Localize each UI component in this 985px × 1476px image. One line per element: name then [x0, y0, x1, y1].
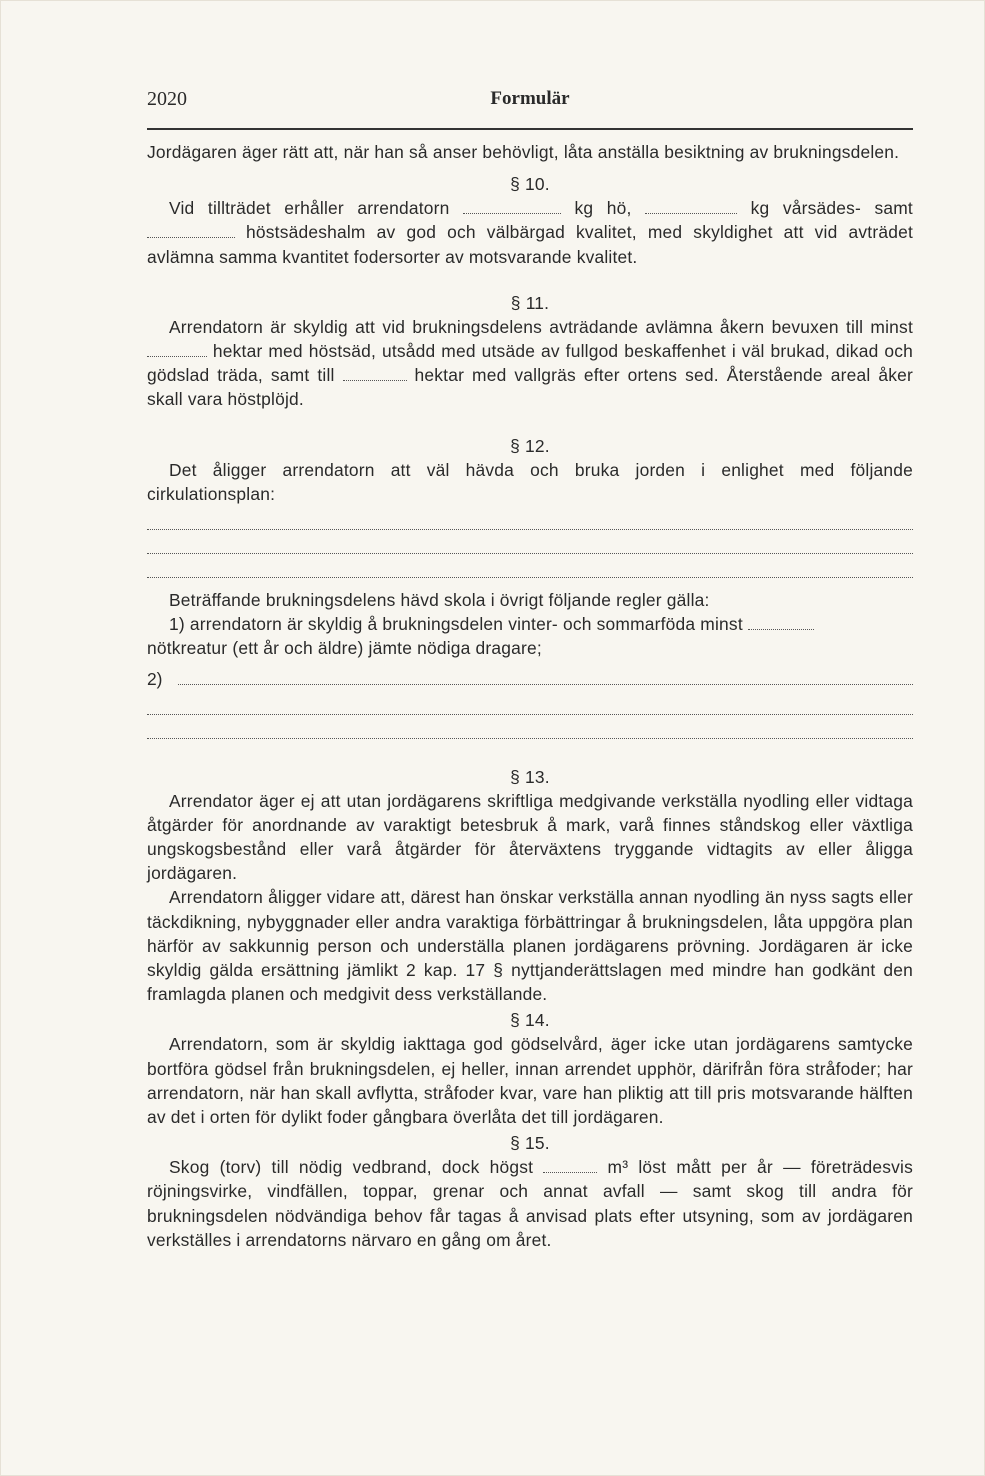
blank-line-rule-2[interactable]: [178, 684, 913, 685]
section-12-heading: § 12.: [510, 435, 550, 456]
blank-field-cubic-meters[interactable]: [543, 1158, 597, 1173]
section-12-rule-1: [147, 612, 913, 636]
s10-text-c: kg vårsädes- samt: [750, 198, 913, 219]
section-15-paragraph: [147, 1155, 913, 1252]
intro-paragraph: Jordägaren äger rätt att, när han så anser behövligt, låta anställa besiktning av brukningsdelen.: [147, 142, 900, 162]
section-10-paragraph: [147, 196, 913, 269]
section-11-paragraph: [147, 315, 913, 412]
blank-field-autumn-straw[interactable]: [147, 223, 235, 238]
s10-text-b: kg hö,: [574, 198, 632, 219]
s11-text-b: hektar med höstsäd, utsådd med utsäde av fullgod beskaffenhet i väl brukad, dikad och gödslad träda, samt till: [147, 341, 913, 386]
s15-text-a: Skog (torv) till nödig vedbrand, dock högst: [169, 1157, 534, 1178]
section-11-heading: § 11.: [510, 292, 550, 313]
section-13-paragraph-1: Arrendator äger ej att utan jordägarens skriftliga medgivande verkställa nyodling eller vidtaga åtgärder för anordnande av varaktigt betesbruk å mark, varå finnes ståndskog eller växtliga ungskogsbestånd eller varå åtgärder för återväxtens tryggande vidtagits av eller åligga jordägaren.: [147, 790, 913, 884]
blank-field-hectares-grass[interactable]: [343, 366, 407, 381]
blank-field-hay[interactable]: [463, 199, 561, 214]
s10-text-a: Vid tillträdet erhåller arrendatorn: [169, 198, 450, 219]
header-rule: [147, 128, 913, 130]
section-14-paragraph: Arrendatorn, som är skyldig iakttaga god gödselvård, äger icke utan jordägarens samtycke bortföra gödsel från brukningsdelen, ej heller, innan arrendet upphör, därifrån föra stråfoder; har arrendatorn, när han skall avflytta, stråfoder kvar, vare han pliktig att till pris motsvarande hälften av det i orten för dylikt foder gångbara överlåta det till jordägaren.: [147, 1034, 913, 1128]
s15-text-b: m³ löst mått per år — företrädesvis röjningsvirke, vindfällen, toppar, grenar och annat avfall — samt skog till andra för brukningsdelen nödvändiga behov får tagas å anvisad plats efter utsyning, som av jordägaren verkställes i arrendatorns närvaro en gång om året.: [147, 1157, 913, 1250]
section-15-heading: § 15.: [510, 1133, 550, 1154]
s11-text-a: Arrendatorn är skyldig att vid brukningsdelens avträdande avlämna åkern bevuxen till minst: [169, 316, 913, 337]
section-13-paragraph-2: Arrendatorn åligger vidare att, därest han önskar verkställa annan nyodling än nyss sagts eller täckdikning, nybyggnader eller andra varaktiga förbättringar å brukningsdelen, låta uppgöra plan härför av sakkunnig person och underställa planen jordägarens prövning. Jordägaren är icke skyldig gälda ersättning jämlikt 2 kap. 17 § nyttjanderättslagen med mindre han godkänt den framlagda planen och medgivit dess verkställande.: [147, 887, 913, 1005]
blank-field-hectares-winter-crop[interactable]: [147, 342, 207, 357]
rule-2-label: 2): [147, 668, 163, 689]
section-12-rules-intro: Beträffande brukningsdelens hävd skola i övrigt följande regler gälla:: [169, 590, 710, 611]
section-10-heading: § 10.: [510, 174, 550, 195]
page-number: 2020: [147, 88, 187, 110]
rule-1-text-a: 1) arrendatorn är skyldig å brukningsdelen vinter- och sommarföda minst: [169, 614, 743, 635]
document-body: [147, 140, 913, 1252]
blank-field-spring-straw[interactable]: [645, 199, 737, 214]
s11-text-c: hektar med vallgräs efter ortens sed. Återstående areal åker skall vara höstplöjd.: [147, 365, 913, 410]
blank-field-cattle-count[interactable]: [748, 615, 814, 630]
page-header: [147, 88, 913, 118]
section-13-heading: § 13.: [510, 766, 550, 787]
page-title: Formulär: [490, 88, 570, 109]
rule-1-text-b: nötkreatur (ett år och äldre) jämte nödiga dragare;: [147, 638, 542, 659]
section-12-intro: Det åligger arrendatorn att väl hävda och bruka jorden i enlighet med följande cirkulationsplan:: [147, 459, 913, 504]
s10-text-d: höstsädeshalm av god och välbärgad kvalitet, med skyldighet att vid avträdet avlämna samma kvantitet fodersorter av motsvarande kvalitet.: [147, 222, 913, 267]
section-12-rule-2: [147, 667, 913, 691]
section-14-heading: § 14.: [510, 1010, 550, 1031]
